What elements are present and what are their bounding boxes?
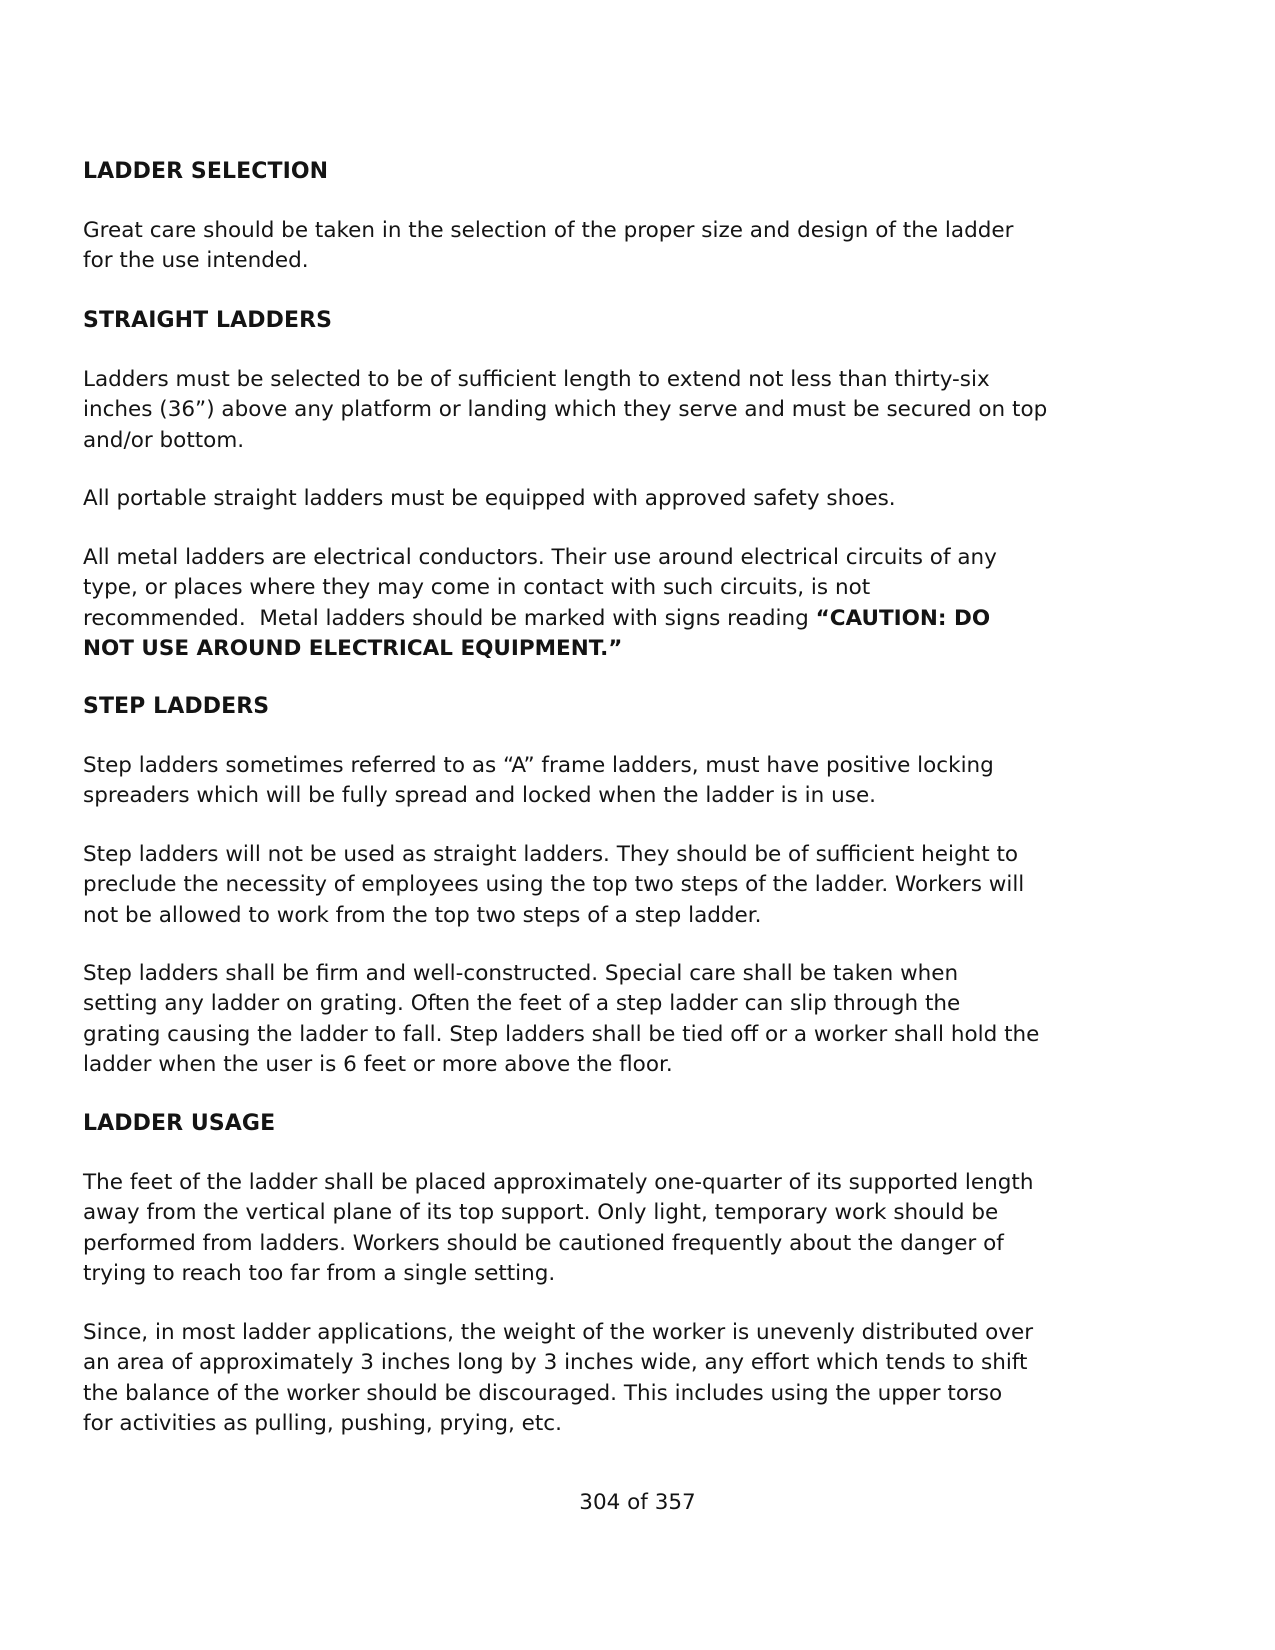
text-line: trying to reach too far from a single setting. [83, 1260, 556, 1286]
text-line: the balance of the worker should be discouraged. This includes using the upper torso [83, 1380, 1003, 1406]
paragraph [83, 1168, 1203, 1289]
caution-lead-text: recommended. Metal ladders should be marked with signs reading [83, 605, 816, 631]
section-heading-ladder-selection: LADDER SELECTION [83, 159, 329, 184]
text-line: for activities as pulling, pushing, prying, etc. [83, 1410, 562, 1436]
section-heading-ladder-usage: LADDER USAGE [83, 1111, 276, 1136]
text-line: The feet of the ladder shall be placed approximately one-quarter of its supported length [83, 1170, 1034, 1195]
paragraph [83, 365, 1203, 456]
paragraph [83, 840, 1203, 931]
text-line: performed from ladders. Workers should be cautioned frequently about the danger of [83, 1230, 1004, 1256]
text-line: Step ladders shall be firm and well-constructed. Special care shall be taken when [83, 961, 959, 986]
text-line [83, 604, 1203, 634]
text-line: for the use intended. [83, 248, 309, 274]
text-line: All portable straight ladders must be equipped with approved safety shoes. [83, 486, 896, 511]
text-line: Great care should be taken in the selection of the proper size and design of the ladder [83, 218, 1014, 243]
paragraph [83, 484, 1203, 514]
text-line: All metal ladders are electrical conductors. Their use around electrical circuits of any [83, 545, 997, 570]
text-line: Since, in most ladder applications, the weight of the worker is unevenly distributed over [83, 1320, 1034, 1345]
section-heading-step-ladders: STEP LADDERS [83, 694, 270, 719]
text-line: Ladders must be selected to be of sufficient length to extend not less than thirty-six [83, 367, 990, 392]
paragraph [83, 751, 1203, 812]
text-line: an area of approximately 3 inches long by 3 inches wide, any effort which tends to shift [83, 1350, 1028, 1376]
text-line: inches (36”) above any platform or landing which they serve and must be secured on top [83, 397, 1048, 423]
caution-sign-text-2: NOT USE AROUND ELECTRICAL EQUIPMENT.” [83, 635, 623, 661]
text-line: Step ladders will not be used as straight ladders. They should be of sufficient height to [83, 842, 1019, 867]
text-line: grating causing the ladder to fall. Step ladders shall be tied off or a worker shall hold the [83, 1021, 1040, 1047]
paragraph [83, 216, 1203, 277]
text-line: setting any ladder on grating. Often the feet of a step ladder can slip through the [83, 991, 961, 1017]
paragraph [83, 1318, 1203, 1439]
document-page [83, 0, 1203, 1650]
caution-sign-text-1: “CAUTION: DO [815, 605, 991, 631]
text-line: preclude the necessity of employees using the top two steps of the ladder. Workers will [83, 872, 1025, 898]
paragraph-caution [83, 543, 1203, 664]
text-line: and/or bottom. [83, 427, 245, 453]
page-number: 304 of 357 [579, 1490, 696, 1515]
text-line: away from the vertical plane of its top support. Only light, temporary work should be [83, 1200, 999, 1226]
text-line: Step ladders sometimes referred to as “A” frame ladders, must have positive locking [83, 753, 994, 778]
text-line: type, or places where they may come in contact with such circuits, is not [83, 575, 871, 601]
text-line: spreaders which will be fully spread and locked when the ladder is in use. [83, 783, 877, 809]
text-line: not be allowed to work from the top two steps of a step ladder. [83, 902, 762, 928]
text-line: ladder when the user is 6 feet or more above the floor. [83, 1051, 673, 1077]
section-heading-straight-ladders: STRAIGHT LADDERS [83, 308, 333, 333]
paragraph [83, 959, 1203, 1080]
